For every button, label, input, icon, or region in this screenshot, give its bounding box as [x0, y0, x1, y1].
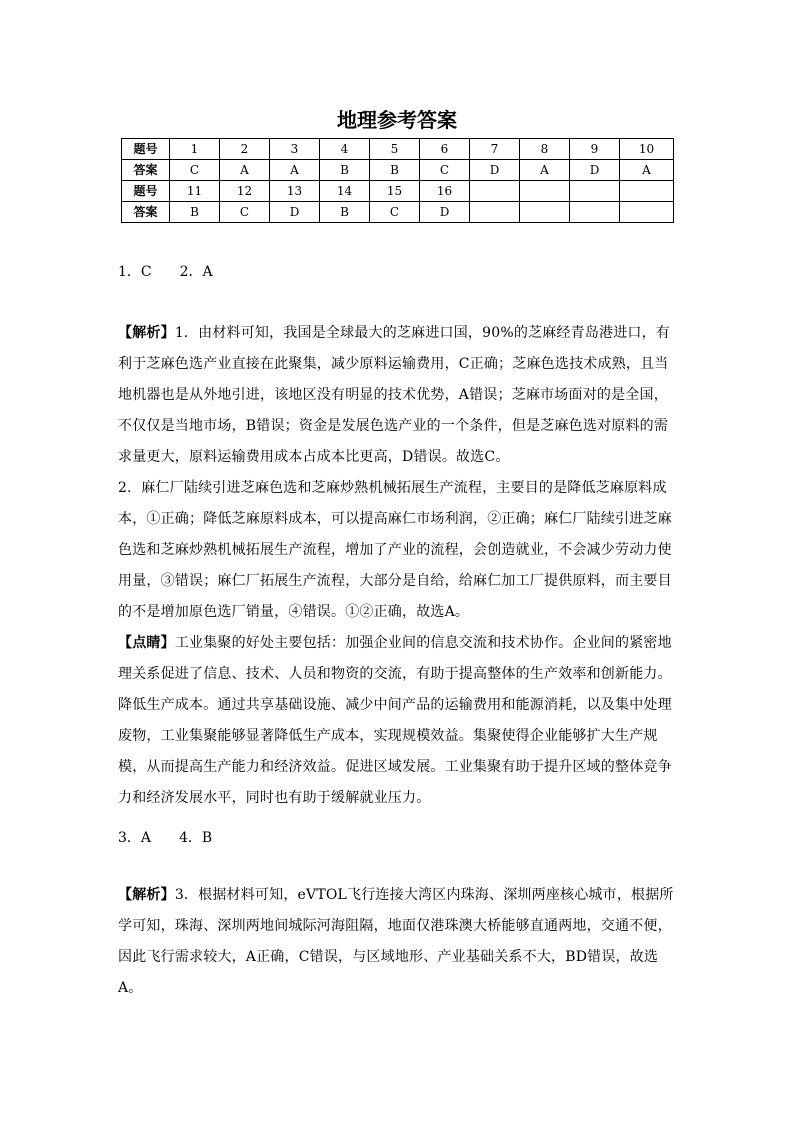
table-cell: B [320, 202, 370, 223]
table-cell: 4 [320, 139, 370, 160]
table-cell: 6 [420, 139, 470, 160]
table-cell: 3 [270, 139, 320, 160]
analysis-tag-2: 【解析】 [118, 887, 175, 903]
table-cell: 8 [520, 139, 570, 160]
row-header-cell: 答案 [122, 202, 170, 223]
row-header-cell: 答案 [122, 160, 170, 181]
table-cell: C [220, 202, 270, 223]
analysis-q1: 1．由材料可知，我国是全球最大的芝麻进口国，90%的芝麻经青岛港进口，有利于芝麻色选产业直接在此聚集，减少原料运输费用，C正确；芝麻色选技术成熟，且当地机器也是从外地引进，该地区没有明显的技术优势，A错误；芝麻市场面对的是全国，不仅仅是当地市场，B错误；资金是发展色选产业的一个条件，但是芝麻色选对原料的需求量更大，原料运输费用成本占成本比更高，D错误。故选C。 [118, 325, 671, 465]
table-row [122, 139, 674, 160]
table-cell: 16 [420, 181, 470, 202]
note-text: 工业集聚的好处主要包括：加强企业间的信息交流和技术协作。企业间的紧密地理关系促进了信息、技术、人员和物资的交流，有助于提高整体的生产效率和创新能力。降低生产成本。通过共享基础设施、减少中间产品的运输费用和能源消耗，以及集中处理废物，工业集聚能够显著降低生产成本，实现规模效益。集聚使得企业能够扩大生产规模，从而提高生产能力和经济效益。促进区域发展。工业集聚有助于提升区域的整体竞争力和经济发展水平，同时也有助于缓解就业压力。 [118, 635, 672, 806]
table-cell [620, 181, 674, 202]
table-cell: D [470, 160, 520, 181]
answers-3-4: 3．A 4．B [118, 830, 213, 846]
answers-1-2: 1．C 2．A [118, 264, 213, 280]
table-cell: 10 [620, 139, 674, 160]
table-cell: 7 [470, 139, 520, 160]
table-cell: A [270, 160, 320, 181]
table-cell: A [520, 160, 570, 181]
table-cell: 11 [170, 181, 220, 202]
table-cell [570, 181, 620, 202]
table-cell: 9 [570, 139, 620, 160]
table-cell: 15 [370, 181, 420, 202]
table-cell: B [320, 160, 370, 181]
table-cell: C [420, 160, 470, 181]
table-cell [520, 202, 570, 223]
table-cell: B [370, 160, 420, 181]
table-cell: 2 [220, 139, 270, 160]
table-cell: A [220, 160, 270, 181]
analysis-3 [118, 880, 678, 1004]
table-cell [620, 202, 674, 223]
analysis-tag: 【解析】 [118, 325, 175, 341]
page-title: 地理参考答案 [337, 108, 457, 132]
table-cell [470, 202, 520, 223]
table-cell: 1 [170, 139, 220, 160]
table-cell: D [420, 202, 470, 223]
answer-table [121, 138, 674, 223]
analysis-q3: 3．根据材料可知，eVTOL飞行连接大湾区内珠海、深圳两座核心城市，根据所学可知，珠海、深圳两地间城际河海阻隔，地面仅港珠澳大桥能够直通两地，交通不便，因此飞行需求较大，A正确，C错误，与区域地形、产业基础关系不大，BD错误，故选A。 [118, 887, 674, 996]
table-row [122, 202, 674, 223]
analysis-q2: 2．麻仁厂陆续引进芝麻色选和芝麻炒熟机械拓展生产流程，主要目的是降低芝麻原料成本，①正确；降低芝麻原料成本，可以提高麻仁市场利润，②正确；麻仁厂陆续引进芝麻色选和芝麻炒熟机械拓展生产流程，增加了产业的流程，会创造就业，不会减少劳动力使用量，③错误；麻仁厂拓展生产流程，大部分是自给，给麻仁加工厂提供原料，而主要目的不是增加原色选厂销量，④错误。①②正确，故选A。 [118, 480, 672, 620]
table-cell: C [170, 160, 220, 181]
row-header-cell: 题号 [122, 181, 170, 202]
table-row [122, 181, 674, 202]
row-header-cell: 题号 [122, 139, 170, 160]
table-cell: B [170, 202, 220, 223]
analysis-1-2 [118, 318, 678, 814]
table-cell [570, 202, 620, 223]
table-cell: 14 [320, 181, 370, 202]
table-cell: C [370, 202, 420, 223]
table-cell: D [570, 160, 620, 181]
table-cell: A [620, 160, 674, 181]
table-cell: D [270, 202, 320, 223]
table-cell: 5 [370, 139, 420, 160]
table-cell [520, 181, 570, 202]
table-cell: 13 [270, 181, 320, 202]
note-tag: 【点睛】 [118, 635, 175, 651]
table-cell: 12 [220, 181, 270, 202]
table-row [122, 160, 674, 181]
table-cell [470, 181, 520, 202]
